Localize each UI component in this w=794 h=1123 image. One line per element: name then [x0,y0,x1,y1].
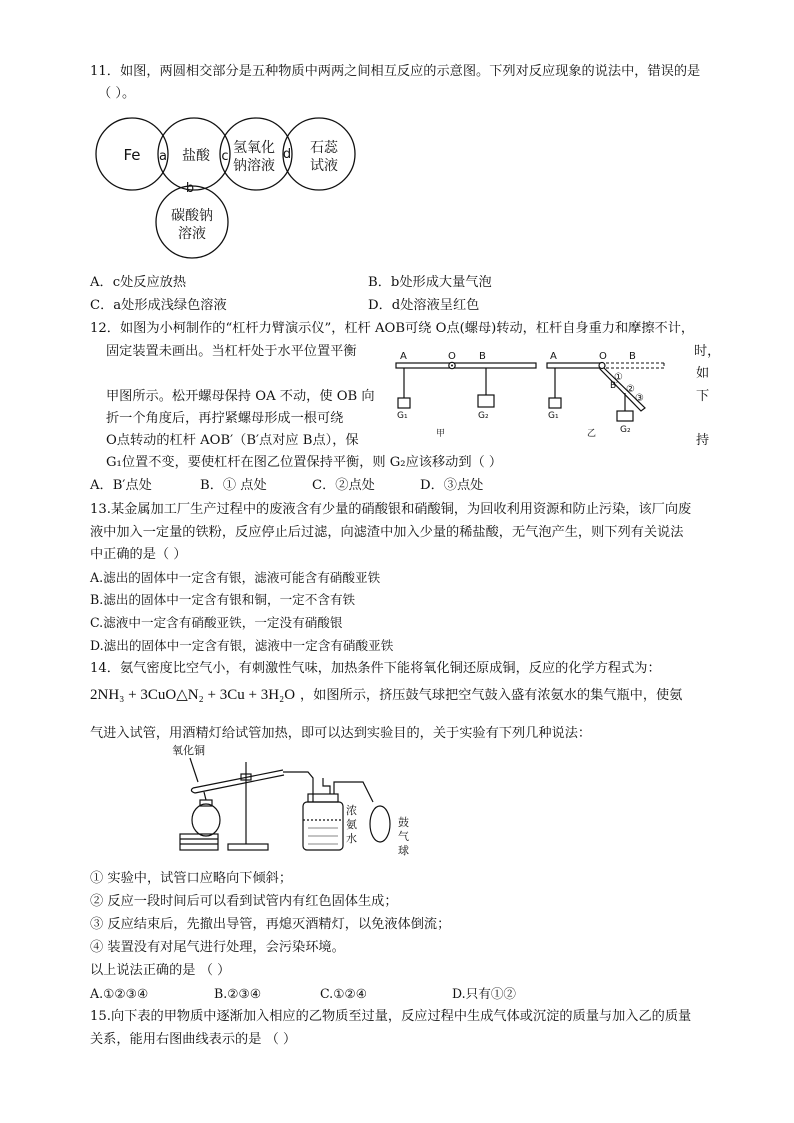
label-g1-yi: G₁ [548,411,559,421]
q13-option-b: B.滤出的固体中一定含有银和铜，一定不含有铁 [90,592,356,607]
label-o-jia: O [448,351,456,362]
label-cuo: 氧化铜 [172,744,205,757]
label-point1-yi: ① [614,372,623,383]
q14-statement-1: ① 实验中，试管口应略向下倾斜； [90,871,293,886]
label-na2co3-2: 溶液 [178,226,206,242]
q11-venn-diagram [94,112,364,262]
q13-stem-line3: 中正确的是（ ） [90,547,187,562]
label-bprime-yi: B′ [610,381,619,391]
q12-option-d: D．③点处 [420,478,484,493]
label-a: a [159,149,167,164]
q13-option-a: A.滤出的固体中一定含有银，滤液可能含有硝酸亚铁 [90,570,381,585]
q12-stem-line5-end: 持 [696,433,710,448]
label-a-jia: A [400,351,407,362]
weight-g1-jia [398,398,410,408]
q14-apparatus-figure [168,742,428,862]
q12-stem-line5: O点转动的杠杆 AOB′（B′点对应 B点），保 [106,433,359,448]
q11-option-d: D．d处溶液呈红色 [368,298,480,313]
lever-bar-yi [547,363,602,368]
label-g2-yi: G₂ [620,425,631,435]
q14-option-b: B.②③④ [214,986,262,1001]
q11-option-c: C．a处形成浅绿色溶液 [90,298,227,313]
label-figure-yi: 乙 [587,429,597,438]
label-hcl: 盐酸 [182,148,210,164]
q15-stem-line2: 关系，能用右图曲线表示的是 （ ） [90,1032,297,1047]
weight-g1-yi [549,398,561,408]
label-figure-jia: 甲 [436,429,446,438]
q14-option-c: C.①②④ [320,986,368,1001]
label-bulb-1: 鼓 [398,816,409,829]
q14-statement-2: ② 反应一段时间后可以看到试管内有红色固体生成； [90,894,398,909]
label-na2co3-1: 碳酸钠 [171,208,213,224]
label-point3-yi: ③ [635,393,644,404]
label-b-jia: B [479,351,486,362]
q12-option-a: A．B′点处 [90,478,152,493]
q12-stem-line4-end: 下 [696,389,710,404]
label-naoh-1: 氢氧化 [233,140,275,156]
label-o-yi: O [599,351,607,362]
q14-statement-4: ④ 装置没有对尾气进行处理，会污染环境。 [90,940,345,955]
q12-stem-line6: G₁位置不变，要使杠杆在图乙位置保持平衡，则 G₂应该移动到（ ） [106,455,503,470]
q14-stem-line3: 气进入试管，用酒精灯给试管加热，即可以达到实验目的，关于实验有下列几种说法： [90,726,592,741]
q11-option-a: A．c处反应放热 [90,275,187,290]
q12-stem-line1: 12．如图为小柯制作的“杠杆力臂演示仪”，杠杆 AOB可绕 O点(螺母)转动，杠杆自身重力和摩擦不计， [90,321,695,336]
label-naoh-2: 钠溶液 [233,158,275,174]
weight-g2-jia [478,395,494,407]
q14-stem-line2: ，如图所示，挤压鼓气球把空气鼓入盛有浓氨水的集气瓶中，使氨 [300,688,683,703]
label-ammonia-2: 氨 [346,818,357,831]
q14-equation: 2NH₃ + 3CuO△N₂ + 3Cu + 3H₂O [90,687,296,703]
q11-stem-line1: 11．如图，两圆相交部分是五种物质中两两之间相互反应的示意图。下列对反应现象的说法中，错误的是 [90,64,701,79]
q13-option-c: C.滤液中一定含有硝酸亚铁，一定没有硝酸银 [90,615,343,630]
q14-statement-3: ③ 反应结束后，先撤出导管，再熄灭酒精灯，以免液体倒流； [90,917,451,932]
label-litmus-2: 试液 [310,158,338,174]
q14-ask: 以上说法正确的是 （ ） [90,963,231,978]
label-ammonia-1: 浓 [346,804,357,817]
q11-stem-line2: （ ）。 [98,86,136,101]
q12-option-c: C．②点处 [312,478,375,493]
q14-option-a: A.①②③④ [90,986,149,1001]
q14-option-d: D.只有①② [452,986,517,1001]
q11-option-b: B．b处形成大量气泡 [368,275,492,290]
label-d: d [282,147,292,162]
q15-stem-line1: 15.向下表的甲物质中逐渐加入相应的乙物质至过量，反应过程中生成气体或沉淀的质量与加入乙的质量 [90,1009,692,1024]
label-bulb-2: 气 [398,830,409,843]
q12-lever-figures [392,338,692,438]
label-litmus-1: 石蕊 [310,140,338,156]
q12-stem-line4: 折一个角度后，再拧紧螺母形成一根可绕 [106,411,344,426]
q12-option-b: B．① 点处 [200,478,267,493]
q13-option-d: D.滤出的固体中一定含有银，滤液中一定含有硝酸亚铁 [90,638,394,653]
label-b: b [185,181,195,196]
label-b-yi: B [629,351,636,362]
label-fe: Fe [123,146,141,164]
lever-bar-jia [396,363,536,368]
label-g2-jia: G₂ [478,411,489,421]
q13-stem-line1: 13.某金属加工厂生产过程中的废液含有少量的硝酸银和硝酸铜，为回收利用资源和防止污染，该厂向废 [90,502,692,517]
weight-g2-yi [617,411,633,421]
q12-stem-line3-end: 如 [696,366,710,381]
q13-stem-line2: 液中加入一定量的铁粉，反应停止后过滤，向滤渣中加入少量的稀盐酸，无气泡产生，则下列有关说法 [90,525,684,540]
pivot-o-yi [599,363,605,369]
label-g1-jia: G₁ [397,411,408,421]
label-c: c [221,149,229,164]
label-ammonia-3: 水 [346,832,357,845]
q12-stem-line2-end: 时， [694,344,721,359]
label-a-yi: A [550,351,557,362]
label-point2-yi: ② [626,384,635,395]
q12-stem-line3: 甲图所示。松开螺母保持 OA 不动，使 OB 向 [106,389,375,404]
q14-stem-line1: 14．氨气密度比空气小，有刺激性气味，加热条件下能将氧化铜还原成铜，反应的化学方程式为： [90,661,661,676]
q12-stem-line2: 固定装置未画出。当杠杆处于水平位置平衡 [106,344,357,359]
label-bulb-3: 球 [398,844,409,857]
